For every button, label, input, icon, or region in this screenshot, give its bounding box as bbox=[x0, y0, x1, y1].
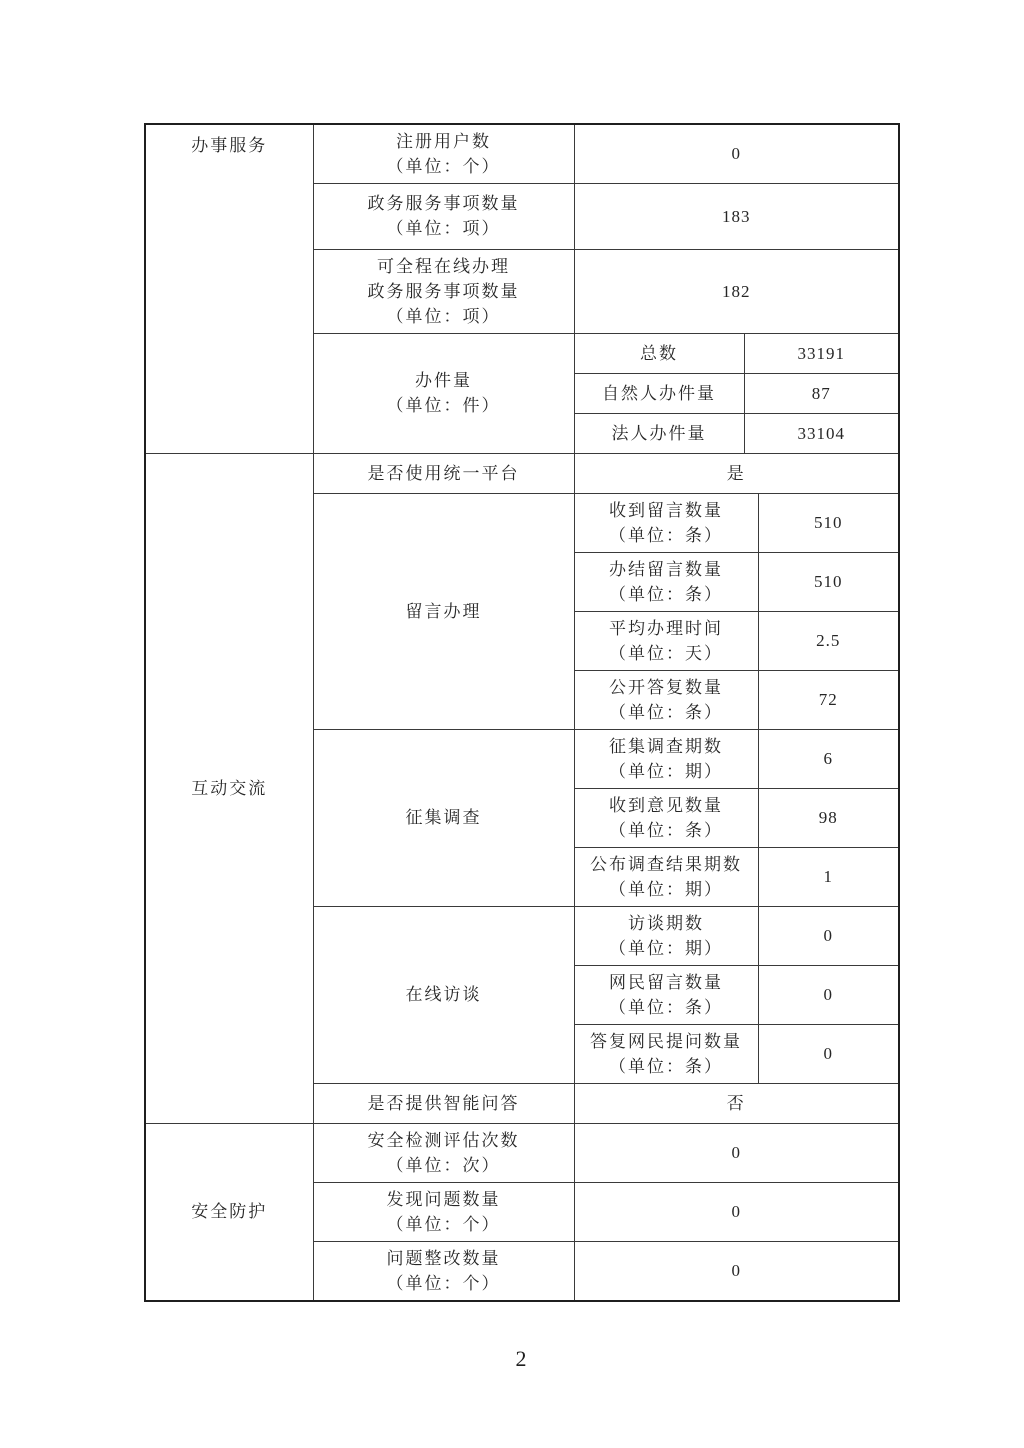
label-line: （单位：件） bbox=[386, 396, 501, 415]
label-line: （单位：条） bbox=[609, 702, 723, 722]
row-label: 在线访谈 bbox=[313, 906, 574, 1083]
sub-row-label bbox=[574, 670, 758, 729]
label-line: 收到意见数量 bbox=[609, 795, 723, 815]
sub-row-label bbox=[574, 965, 758, 1024]
group-cell-service: 办事服务 bbox=[145, 124, 313, 453]
label-line: （单位：次） bbox=[386, 1155, 501, 1175]
row-label bbox=[313, 124, 574, 183]
label-line: 政务服务事项数量 bbox=[367, 194, 520, 213]
label-line: （单位：天） bbox=[609, 643, 723, 663]
sub-row-label bbox=[574, 729, 758, 788]
sub-row-value: 72 bbox=[758, 670, 899, 729]
label-line: 收到留言数量 bbox=[609, 500, 723, 520]
row-label: 留言办理 bbox=[313, 493, 574, 729]
row-value: 0 bbox=[574, 1241, 899, 1301]
label-line: 办件量 bbox=[415, 371, 472, 390]
label-line: （单位：期） bbox=[609, 879, 723, 899]
sub-row-label bbox=[574, 493, 758, 552]
sub-row-label bbox=[574, 611, 758, 670]
sub-row-label bbox=[574, 847, 758, 906]
sub-row-label bbox=[574, 552, 758, 611]
label-line: （单位：期） bbox=[609, 938, 723, 958]
row-value: 0 bbox=[574, 1182, 899, 1241]
row-value: 182 bbox=[574, 249, 899, 333]
label-line: （单位：个） bbox=[386, 156, 501, 176]
page-number: 2 bbox=[515, 1346, 527, 1371]
sub-row-value: 87 bbox=[744, 373, 899, 413]
sub-row-value: 510 bbox=[758, 493, 899, 552]
label-line: （单位：条） bbox=[609, 997, 723, 1017]
label-line: 注册用户数 bbox=[396, 131, 491, 151]
label-line: 发现问题数量 bbox=[386, 1189, 501, 1209]
sub-row-value: 33104 bbox=[744, 413, 899, 453]
sub-row-label bbox=[574, 1024, 758, 1083]
sub-row-label bbox=[574, 906, 758, 965]
label-line: （单位：个） bbox=[386, 1273, 501, 1293]
row-label bbox=[313, 249, 574, 333]
label-line: 征集调查期数 bbox=[609, 736, 723, 756]
row-value: 是 bbox=[574, 453, 899, 493]
sub-row-value: 0 bbox=[758, 1024, 899, 1083]
sub-row-value: 2.5 bbox=[758, 611, 899, 670]
group-cell-interaction: 互动交流 bbox=[145, 453, 313, 1123]
label-line: 安全检测评估次数 bbox=[367, 1130, 520, 1150]
report-table bbox=[144, 123, 900, 1302]
row-label: 征集调查 bbox=[313, 729, 574, 906]
label-line: 答复网民提问数量 bbox=[590, 1031, 742, 1051]
label-line: 公开答复数量 bbox=[609, 677, 723, 697]
sub-row-label: 总数 bbox=[574, 333, 744, 373]
label-line: （单位：条） bbox=[609, 525, 723, 545]
sub-row-value: 1 bbox=[758, 847, 899, 906]
row-value: 0 bbox=[574, 124, 899, 183]
label-line: （单位：条） bbox=[609, 1056, 723, 1076]
label-line: （单位：个） bbox=[386, 1214, 501, 1234]
sub-row-value: 6 bbox=[758, 729, 899, 788]
sub-row-value: 33191 bbox=[744, 333, 899, 373]
row-value: 否 bbox=[574, 1083, 899, 1123]
sub-row-label: 自然人办件量 bbox=[574, 373, 744, 413]
group-cell-security: 安全防护 bbox=[145, 1123, 313, 1301]
label-line: 问题整改数量 bbox=[386, 1248, 501, 1268]
label-line: （单位：项） bbox=[386, 306, 501, 326]
row-label bbox=[313, 333, 574, 453]
sub-row-label: 法人办件量 bbox=[574, 413, 744, 453]
sub-row-value: 0 bbox=[758, 965, 899, 1024]
sub-row-value: 98 bbox=[758, 788, 899, 847]
label-line: （单位：期） bbox=[609, 761, 723, 781]
label-line: （单位：条） bbox=[609, 820, 723, 840]
sub-row-value: 0 bbox=[758, 906, 899, 965]
sub-row-value: 510 bbox=[758, 552, 899, 611]
label-line: （单位：项） bbox=[386, 219, 501, 238]
row-label: 是否使用统一平台 bbox=[313, 453, 574, 493]
row-label: 是否提供智能问答 bbox=[313, 1083, 574, 1123]
label-line: （单位：条） bbox=[609, 584, 723, 604]
row-label bbox=[313, 1123, 574, 1182]
row-value: 183 bbox=[574, 183, 899, 249]
label-line: 平均办理时间 bbox=[609, 618, 723, 638]
sub-row-label bbox=[574, 788, 758, 847]
row-label bbox=[313, 183, 574, 249]
row-label bbox=[313, 1241, 574, 1301]
row-label bbox=[313, 1182, 574, 1241]
label-line: 可全程在线办理 bbox=[377, 256, 510, 276]
label-line: 访谈期数 bbox=[628, 913, 704, 933]
label-line: 办结留言数量 bbox=[609, 559, 723, 579]
label-line: 公布调查结果期数 bbox=[590, 854, 742, 874]
label-line: 网民留言数量 bbox=[609, 972, 723, 992]
row-value: 0 bbox=[574, 1123, 899, 1182]
label-line: 政务服务事项数量 bbox=[367, 281, 520, 301]
